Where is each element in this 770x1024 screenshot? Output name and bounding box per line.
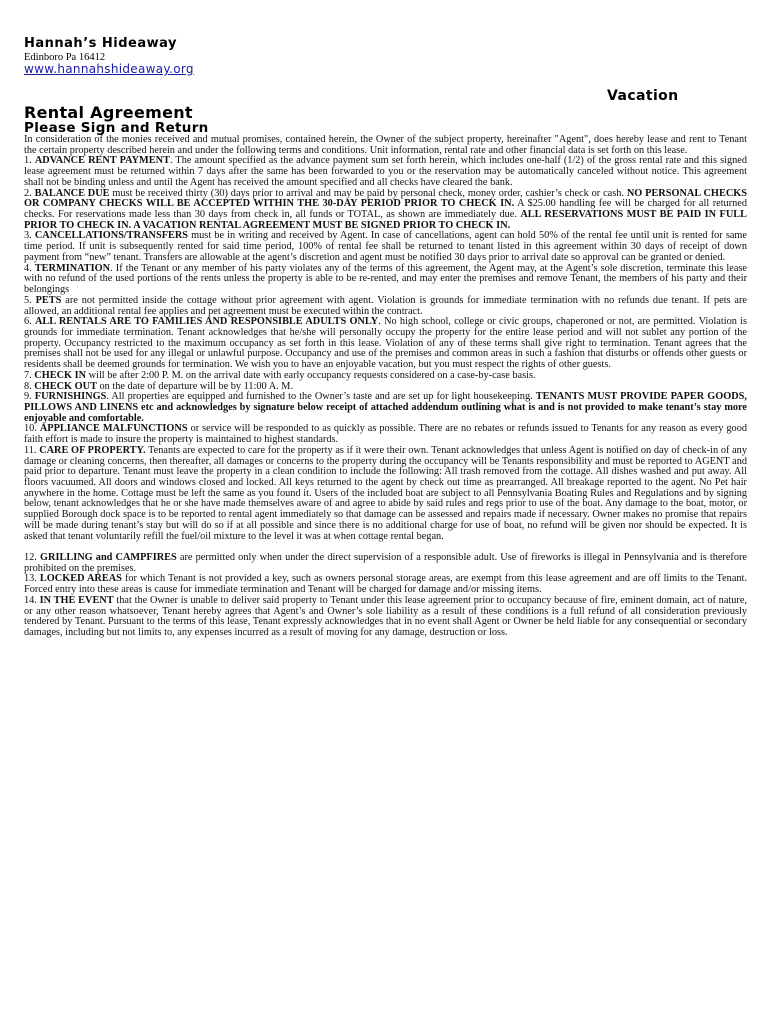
- paragraph-text: . No high school, college or civic groups, chaperoned or not, are permitted. Violation is grounds for immediate termination. Tenant acknowledges that he/she will personally occupy the property for the entire lease period and will not sublet any portion of the property. Occupancy restricted to the maximum occupancy as set forth in this lease. Violation of any of these terms shall give right to termination. Tenant agrees that the premises shall not be used for any illegal or unlawful purpose. Occupancy and use of the premises and common areas in such a fashion that disturbs or offends other guests or residents shall be deemed grounds for termination. We wish you to have an enjoyable vacation, but you must respect the rights of other guests.: [24, 316, 747, 371]
- paragraph-heading: BALANCE DUE: [34, 187, 110, 199]
- paragraph-text: . The amount specified as the advance payment sum set forth herein, which includes one-half (1/2) of the gross rental rate and this signed lease agreement must be returned within 7 days after the same has been forwarded to you or the reservation may be automatically canceled without notice. This agreement shall not be binding unless and until the Agent has received the amount specified and all checks have cleared the bank.: [24, 155, 748, 188]
- paragraph-heading: IN THE EVENT: [39, 594, 114, 606]
- website-link[interactable]: www.hannahshideaway.org: [24, 62, 194, 76]
- paragraph-heading: PETS: [35, 294, 62, 306]
- paragraph-text: In consideration of the monies received and mutual promises, contained herein, the Owner of the subject property, hereinafter "Agent", does hereby lease and rent to Tenant the certain property described herein and under the following terms and conditions. Unit information, rental rate and other financial data is set forth on this lease.: [24, 134, 747, 156]
- agreement-paragraph: [24, 392, 747, 424]
- paragraph-text: 6.: [24, 316, 35, 328]
- paragraph-text: 3.: [24, 230, 35, 242]
- paragraph-heading: TERMINATION: [34, 262, 111, 274]
- paragraph-heading: NO PERSONAL CHECKS OR COMPANY CHECKS WILL BE ACCEPTED WITHIN THE 30-DAY PERIOD PRIOR TO CHECK IN.: [24, 187, 747, 210]
- company-address: Edinboro Pa 16412: [24, 52, 106, 63]
- paragraph-text: 9.: [24, 391, 35, 403]
- agreement-paragraph: [24, 189, 747, 232]
- paragraph-text: 4.: [24, 262, 35, 274]
- paragraph-heading: ALL RENTALS ARE TO FAMILIES AND RESPONSIBLE ADULTS ONLY: [34, 316, 379, 328]
- paragraph-heading: TENANTS MUST PROVIDE PAPER GOODS, PILLOWS AND LINENS etc and acknowledges by signature below receipt of attached addendum outlining what is and is not provided to make tenant’s stay more enjoyable and comfortable.: [24, 391, 747, 424]
- agreement-paragraph: [24, 446, 747, 542]
- paragraph-text: 5.: [24, 294, 36, 306]
- paragraph-text: A $25.00 handling fee will be charged for all returned checks. For reservations made less than 30 days from check in, all funds or TOTAL, as shown are immediately due.: [24, 198, 747, 221]
- paragraph-text: 11.: [24, 444, 40, 456]
- paragraph-text: must be in writing and received by Agent. In case of cancellations, agent can hold 50% of the rental fee until unit is rented for same time period. If unit is subsequently rented for said time period, 100% of rental fee shall be returned to tenant listed in this agreement within 30 days of receipt of down payment from “new” tenant. Transfers are allowable at the agent’s discretion and agent must be notified 30 days prior to arrival date so approval can be granted or denied.: [24, 230, 747, 263]
- paragraph-text: . All properties are equipped and furnished to the Owner’s taste and are set up for light housekeeping.: [106, 391, 536, 403]
- paragraph-heading: CHECK IN: [34, 369, 87, 381]
- paragraph-text: . If the Tenant or any member of his party violates any of the terms of this agreement, the Agent may, at the Agent’s sole discretion, terminate this lease with no refund of the used portions of the rents unless the property is able to be re-rented, and may enter the premises and remove Tenant, the members of his party and their belongings: [24, 262, 747, 296]
- paragraph-text: are permitted only when under the direct supervision of a responsible adult. Use of fireworks is illegal in Pennsylvania and is therefore prohibited on the premises.: [24, 552, 747, 574]
- agreement-paragraph: [24, 231, 747, 263]
- document-title: Rental Agreement: [24, 103, 193, 122]
- paragraph-text: Tenants are expected to care for the property as if it were their own. Tenant acknowledges that unless Agent is notified on day of check-in of any damage or cleaning concerns, then thereafter, all damages or concerns to the property during the occupancy will be Tenants responsibility and must be reported to AGENT and paid prior to departure. Tenant must leave the property in a clean condition to include the following: All trash removed from the cottage. All dishes washed and put away. All floors vacuumed. All doors and windows closed and locked. All keys returned to the agent by check out time as prearranged. All breakage reported to the agent. No Pet hair anywhere in the home. Cottage must be left the same as you found it. Users of the included boat are subject to all Pennsylvania Boating Rules and Regulations and by signing below, tenant acknowledges that he or she have made themselves aware of and agree to abide by said rules and regs prior to use of the boat. Any damage to the boat, motor, or supplied Borough dock space is to be reported to rental agent immediately so that damage can be assessed and repairs made if necessary. Owner makes no promise that repairs will be made during tenant’s stay but will do so if at all possible and since there is no additional charge for use of boat, no refund will be given nor should be expected. It is asked that tenant voluntarily refill the fuel/oil mixture to the level it was at when cottage rental began.: [24, 444, 747, 542]
- paragraph-text: 1.: [24, 155, 35, 167]
- agreement-paragraph: [24, 135, 747, 156]
- paragraph-text: are not permitted inside the cottage without prior agreement with agent. Violation is grounds for immediate termination with no refunds due tenant. If pets are allowed, an additional rental fee applies and pet agreement must be executed within the contract.: [24, 294, 748, 317]
- paragraph-heading: ADVANCE RENT PAYMENT: [34, 155, 170, 167]
- agreement-paragraph: [24, 596, 747, 639]
- company-name: Hannah’s Hideaway: [24, 36, 177, 51]
- paragraph-heading: GRILLING and CAMPFIRES: [40, 552, 177, 563]
- agreement-paragraph: [24, 574, 747, 595]
- vacation-label: Vacation: [607, 88, 679, 104]
- paragraph-text: for which Tenant is not provided a key, such as owners personal storage areas, are exempt from this lease agreement and are off limits to the Tenant. Forced entry into these areas is cause for immediate termination and Tenant will be charged for damage and/or missing items.: [24, 573, 747, 596]
- paragraph-text: or service will be responded to as quickly as possible. There are no rebates or refunds issued to Tenants for any reason as every good faith effort is made to insure the property is maintained to highest standards.: [24, 423, 747, 446]
- paragraph-heading: CHECK OUT: [34, 380, 97, 392]
- paragraph-heading: APPLIANCE MALFUNCTIONS: [39, 423, 188, 435]
- paragraph-text: 7.: [24, 369, 35, 381]
- paragraph-text: 10.: [24, 423, 40, 435]
- document-subtitle: Please Sign and Return: [24, 120, 209, 136]
- paragraph-text: that the Owner is unable to deliver said property to Tenant under this lease agreement prior to occupancy because of fire, eminent domain, act of nature, or any other reason whatsoever, Tenant hereby agrees that Agent’s and Owner’s sole liability as a result of these conditions is a full refund of all consideration previously tendered by Tenant. Pursuant to the terms of this lease, Tenant expressly acknowledges that in no event shall Agent or Owner be held liable for any consequential or secondary damages, including but not limits to, any expenses incurred as a result of moving for any damage, destruction or loss.: [24, 594, 747, 639]
- paragraph-heading: FURNISHINGS: [34, 391, 107, 403]
- paragraph-heading: CANCELLATIONS/TRANSFERS: [34, 230, 189, 242]
- agreement-paragraph: [24, 264, 747, 296]
- paragraph-text: 8.: [24, 380, 35, 392]
- paragraph-heading: LOCKED AREAS: [39, 573, 122, 585]
- agreement-paragraph: [24, 296, 747, 317]
- paragraph-text: 12.: [24, 552, 41, 563]
- paragraph-text: will be after 2:00 P. M. on the arrival date with early occupancy requests considered on a case-by-case basis.: [86, 369, 536, 381]
- agreement-body: [24, 135, 747, 639]
- paragraph-text: 14.: [24, 594, 40, 606]
- agreement-paragraph: [24, 317, 747, 371]
- paragraph-heading: CARE OF PROPERTY.: [39, 444, 146, 456]
- agreement-paragraph: [24, 156, 747, 188]
- paragraph-heading: ALL RESERVATIONS MUST BE PAID IN FULL PRIOR TO CHECK IN. A VACATION RENTAL AGREEMENT MUST BE SIGNED PRIOR TO CHECK IN.: [24, 209, 747, 231]
- paragraph-text: on the date of departure will be by 11:00 A. M.: [96, 380, 294, 392]
- agreement-paragraph: [24, 424, 747, 445]
- agreement-paragraph: [24, 553, 747, 574]
- paragraph-text: 2.: [24, 187, 35, 199]
- paragraph-text: 13.: [24, 573, 40, 585]
- paragraph-text: must be received thirty (30) days prior to arrival and may be paid by personal check, money order, cashier’s check or cash.: [109, 187, 627, 199]
